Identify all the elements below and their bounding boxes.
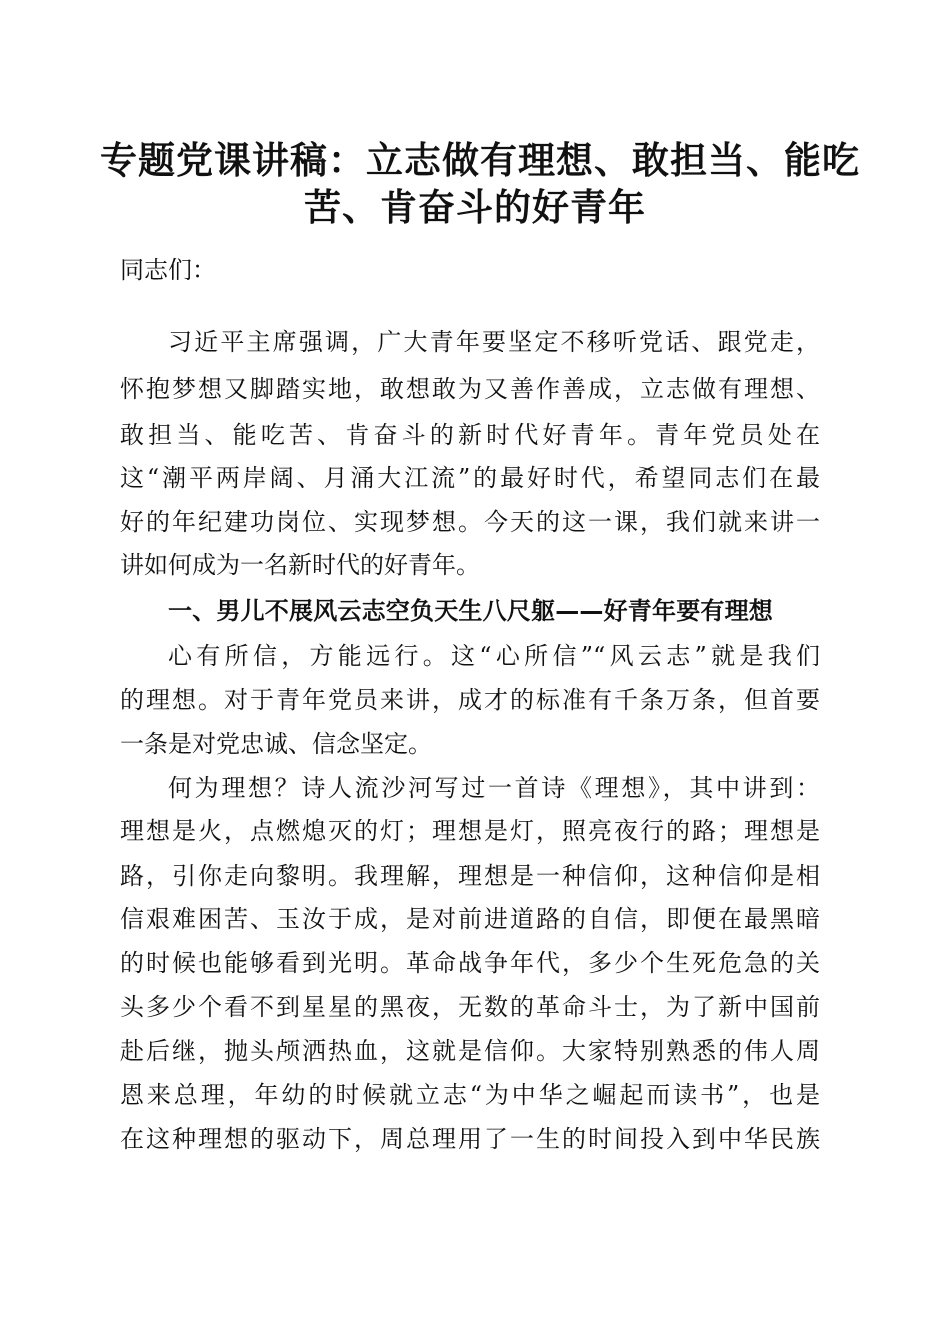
paragraph-3-line-4: 信艰难困苦、玉汝于成，是对前进道路的自信，即便在最黑暗 (120, 905, 820, 933)
document-title-line-2: 苦、肯奋斗的好青年 (304, 185, 646, 229)
paragraph-3-line-7: 赴后继，抛头颅洒热血，这就是信仰。大家特别熟悉的伟人周 (120, 1037, 820, 1065)
paragraph-1-line-3: 敢担当、能吃苦、肯奋斗的新时代好青年。青年党员处在 (120, 421, 820, 449)
paragraph-2-line-2: 的理想。对于青年党员来讲，成才的标准有千条万条，但首要 (120, 686, 820, 714)
paragraph-3-line-1: 何为理想？诗人流沙河写过一首诗《理想》，其中讲到： (168, 774, 820, 802)
paragraph-1-line-4: 这“潮平两岸阔、月涌大江流”的最好时代，希望同志们在最 (120, 464, 820, 492)
paragraph-1-line-5: 好的年纪建功岗位、实现梦想。今天的这一课，我们就来讲一 (120, 508, 820, 536)
section-1-heading: 一、男儿不展风云志空负天生八尺躯——好青年要有理想 (168, 597, 773, 625)
paragraph-1-line-2: 怀抱梦想又脚踏实地，敢想敢为又善作善成，立志做有理想、 (120, 375, 820, 403)
paragraph-3-line-9: 在这种理想的驱动下，周总理用了一生的时间投入到中华民族 (120, 1125, 820, 1153)
document-title-line-1: 专题党课讲稿：立志做有理想、敢担当、能吃 (100, 138, 860, 182)
paragraph-3-line-3: 路，引你走向黎明。我理解，理想是一种信仰，这种信仰是相 (120, 862, 820, 890)
paragraph-2-line-3: 一条是对党忠诚、信念坚定。 (120, 730, 432, 758)
paragraph-2-line-1: 心有所信，方能远行。这“心所信”“风云志”就是我们 (168, 642, 820, 670)
paragraph-3-line-2: 理想是火，点燃熄灭的灯；理想是灯，照亮夜行的路；理想是 (120, 817, 820, 845)
paragraph-3-line-5: 的时候也能够看到光明。革命战争年代，多少个生死危急的关 (120, 949, 820, 977)
paragraph-1-line-6: 讲如何成为一名新时代的好青年。 (120, 551, 480, 579)
paragraph-3-line-8: 恩来总理，年幼的时候就立志“为中华之崛起而读书”，也是 (120, 1081, 820, 1109)
salutation: 同志们： (120, 256, 216, 284)
paragraph-3-line-6: 头多少个看不到星星的黑夜，无数的革命斗士，为了新中国前 (120, 993, 820, 1021)
paragraph-1-line-1: 习近平主席强调，广大青年要坚定不移听党话、跟党走， (168, 328, 820, 356)
